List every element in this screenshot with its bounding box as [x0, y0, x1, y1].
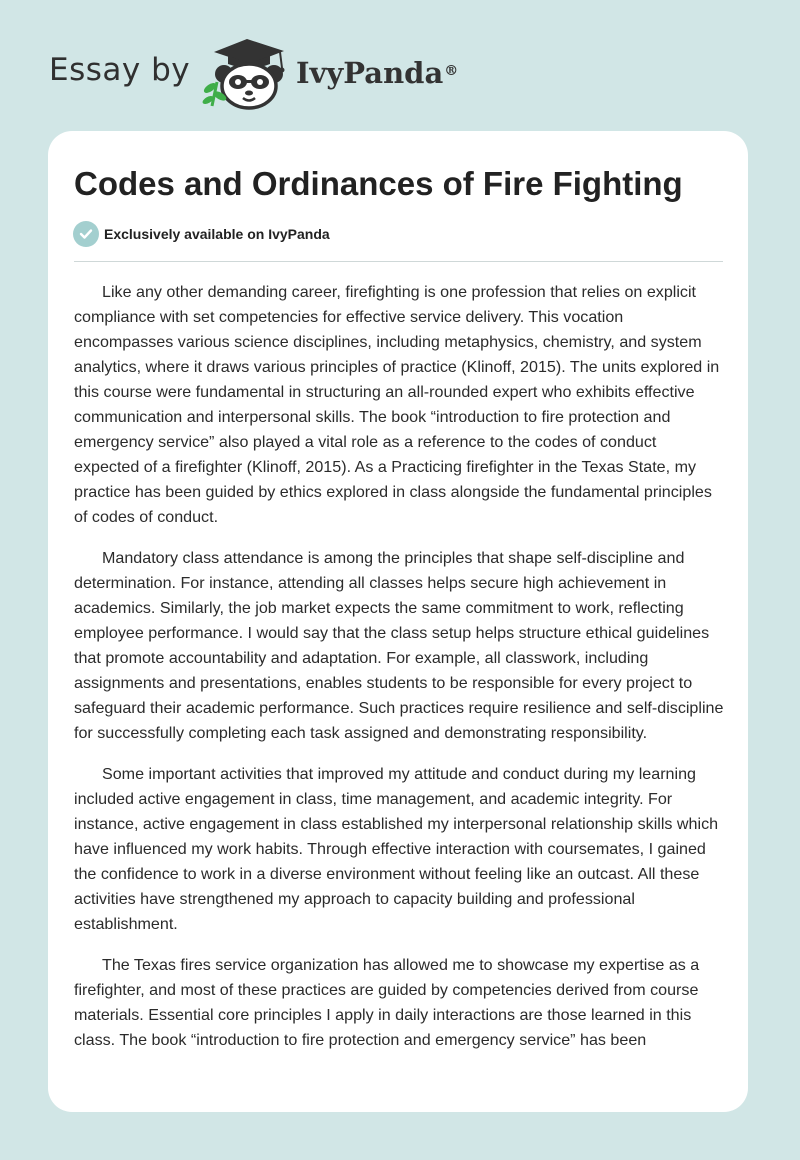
essay-paragraph: Like any other demanding career, firefighting is one profession that relies on explicit compliance with set competencies for effective service delivery. This vocation encompasses various science disciplines, including metaphysics, chemistry, and system analytics, where it draws various principles of practice (Klinoff, 2015). The units explored in this course were fundamental in structuring an all-rounded expert who exhibits effective communication and interpersonal skills. The book “introduction to fire protection and emergency service” also played a vital role as a reference to the codes of conduct expected of a firefighter (Klinoff, 2015). As a Practicing firefighter in the Texas State, my practice has been guided by ethics explored in class alongside the fundamental principles of codes of conduct. — [74, 283, 720, 526]
essay-body — [74, 280, 726, 1069]
brand-name: IvyPanda — [296, 56, 444, 90]
registered-mark: ® — [444, 63, 459, 79]
exclusive-badge — [73, 220, 330, 248]
panda-graduate-icon[interactable] — [200, 34, 292, 110]
brand-logo-text[interactable] — [296, 54, 458, 92]
essay-paragraph: Mandatory class attendance is among the principles that shape self-discipline and determination. For instance, attending all classes helps secure high achievement in academics. Similarly, the job market expects the same commitment to work, reflecting employee performance. I would say that the class setup helps structure ethical guidelines that promote accountability and adaptation. For example, all classwork, including assignments and presentations, enables students to be responsible for every project to safeguard their academic performance. Such practices require resilience and self-discipline for successfully completing each task assigned and demonstrating responsibility. — [74, 549, 724, 742]
exclusive-badge-label: Exclusively available on IvyPanda — [104, 226, 330, 242]
essay-paragraph: Some important activities that improved my attitude and conduct during my learning included active engagement in class, time management, and academic integrity. For instance, active engagement in class established my interpersonal relationship skills which have influenced my work habits. Through effective interaction with coursemates, I gained the confidence to work in a diverse environment without feeling like an outcast. All these activities have strengthened my approach to capacity building and professional establishment. — [74, 765, 719, 933]
divider — [74, 261, 723, 262]
site-header — [0, 0, 800, 120]
check-circle-icon — [73, 221, 99, 247]
essay-paragraph: The Texas fires service organization has allowed me to showcase my expertise as a firefighter, and most of these practices are guided by competencies derived from course materials. Essential core principles I apply in daily interactions are those learned in this class. The book “introduction to fire protection and emergency service” has been — [74, 956, 700, 1049]
essay-card — [48, 131, 748, 1112]
essay-by-label: Essay by — [49, 52, 191, 88]
page-title: Codes and Ordinances of Fire Fighting — [74, 165, 683, 202]
